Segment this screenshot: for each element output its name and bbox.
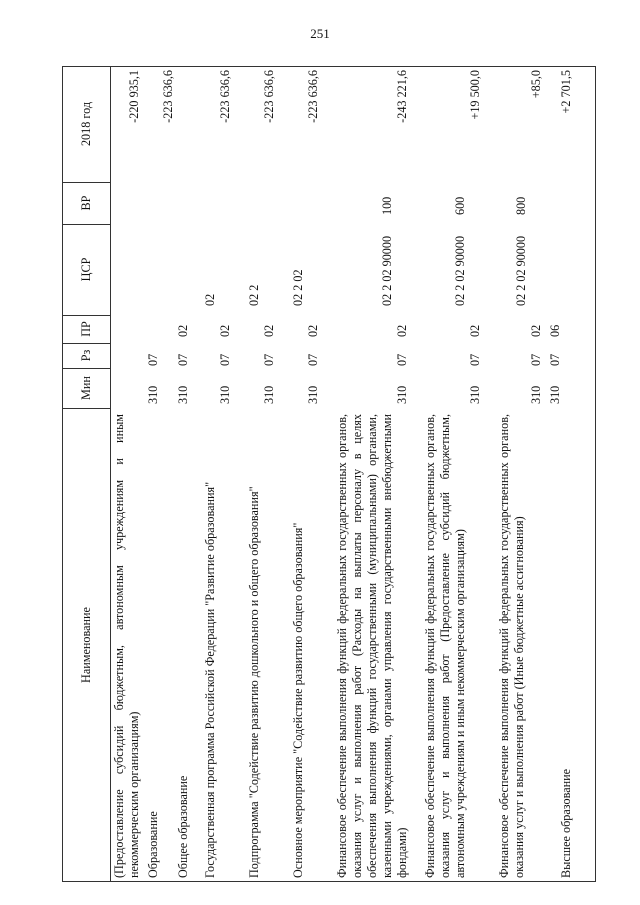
- row-csr: 02 2 02 90000: [453, 235, 467, 306]
- row-name: Подпрограмма "Содействие развитию дошкольного и общего образования": [247, 486, 261, 878]
- row-vr: 600: [453, 196, 467, 215]
- row-name: Высшее образование: [559, 768, 573, 878]
- row-rz: 07: [218, 353, 232, 366]
- header-rz: Рз: [79, 349, 93, 362]
- row-pr: 06: [548, 324, 562, 337]
- row-pr: 02: [395, 324, 409, 337]
- row-amount: -223 636,6: [218, 70, 232, 123]
- row-pr: 02: [468, 324, 482, 337]
- row-amount: -223 636,6: [161, 70, 175, 123]
- row-min: 310: [468, 385, 482, 404]
- row-name: Финансовое обеспечение выполнения функций федеральных государственных органов, оказания услуг и выполнения работ (Предоставление субсидий бюджетным, автономным учреждениям и иным некоммерческим организациям): [423, 414, 467, 878]
- row-amount: +85,0: [529, 70, 543, 99]
- row-name: Общее образование: [176, 775, 190, 878]
- row-name: Финансовое обеспечение выполнения функций федеральных государственных органов, оказания услуг и выполнения работ (Иные бюджетные ассигнования): [497, 414, 526, 878]
- header-vr: ВР: [79, 195, 93, 211]
- row-pr: 02: [306, 324, 320, 337]
- row-pr: 02: [176, 324, 190, 337]
- row-name: (Предоставление субсидий бюджетным, автономным учреждениям и иным некоммерческим организациям): [112, 414, 141, 878]
- row-amount: -243 221,6: [395, 70, 409, 123]
- row-pr: 02: [218, 324, 232, 337]
- row-min: 310: [548, 385, 562, 404]
- row-min: 310: [176, 385, 190, 404]
- row-csr: 02: [203, 293, 217, 306]
- header-year: 2018 год: [79, 101, 93, 147]
- row-csr: 02 2 02 90000: [380, 235, 394, 306]
- row-pr: 02: [262, 324, 276, 337]
- row-amount: -220 935,1: [127, 70, 141, 123]
- row-name: Образование: [146, 811, 160, 878]
- row-amount: -223 636,6: [306, 70, 320, 123]
- row-rz: 07: [262, 353, 276, 366]
- row-name: Финансовое обеспечение выполнения функций федеральных государственных органов, оказания услуг и выполнения работ (Расходы на выплаты персоналу в целях обеспечения выполнения функций государственными (муниципальными) органами, казенными учреждениями, органами управления государственными внебюджетными фондами): [335, 414, 409, 878]
- row-rz: 07: [306, 353, 320, 366]
- row-rz: 07: [548, 353, 562, 366]
- row-amount: +19 500,0: [468, 70, 482, 120]
- row-rz: 07: [176, 353, 190, 366]
- row-name: Основное мероприятие "Содействие развитию общего образования": [291, 522, 305, 878]
- row-csr: 02 2 02 90000: [514, 235, 528, 306]
- header-pr: ПР: [79, 321, 93, 337]
- row-min: 310: [262, 385, 276, 404]
- row-vr: 100: [380, 196, 394, 215]
- row-rz: 07: [395, 353, 409, 366]
- row-amount: +2 701,5: [559, 70, 573, 114]
- row-min: 310: [146, 385, 160, 404]
- rotated-table: [62, 66, 596, 882]
- row-csr: 02 2: [247, 284, 261, 306]
- row-min: 310: [218, 385, 232, 404]
- page-number: 251: [310, 26, 330, 41]
- header-csr: ЦСР: [79, 257, 93, 282]
- row-name: Государственная программа Российской Федерации "Развитие образования": [203, 481, 217, 878]
- row-vr: 800: [514, 196, 528, 215]
- row-rz: 07: [529, 353, 543, 366]
- row-csr: 02 2 02: [291, 269, 305, 306]
- row-min: 310: [529, 385, 543, 404]
- row-min: 310: [306, 385, 320, 404]
- header-min: Мин: [79, 376, 93, 400]
- row-pr: 02: [529, 324, 543, 337]
- row-amount: -223 636,6: [262, 70, 276, 123]
- row-min: 310: [395, 385, 409, 404]
- row-rz: 07: [146, 353, 160, 366]
- row-rz: 07: [468, 353, 482, 366]
- header-name: Наименование: [79, 607, 93, 683]
